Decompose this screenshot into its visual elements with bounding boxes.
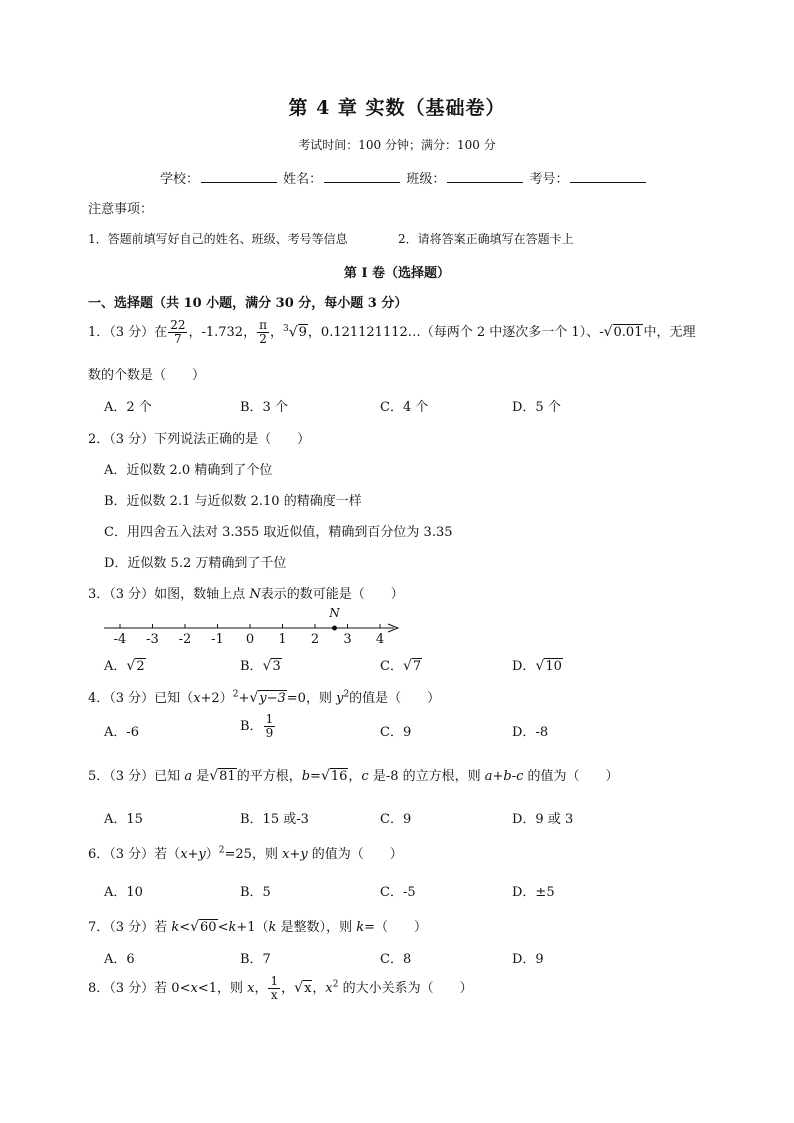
number-line: [96, 603, 406, 647]
radicand: 2: [136, 659, 145, 674]
q7-d: +1（: [236, 920, 269, 935]
fraction-pi-2: [257, 319, 269, 346]
number-line-tick-label: -1: [211, 632, 224, 647]
sqrt-10: [535, 658, 562, 674]
radicand: y−3: [259, 691, 286, 706]
q5-option-a[interactable]: A．15: [104, 812, 143, 827]
fraction-1-9: [264, 713, 276, 740]
q5-var-a: a: [184, 769, 193, 784]
q5-option-d[interactable]: D．9 或 3: [512, 812, 574, 827]
school-label: 学校：: [160, 172, 200, 187]
exam-number-field[interactable]: [570, 170, 646, 183]
fraction-1-x: [268, 975, 280, 1002]
q1-prefix: 1．（3 分）在: [88, 325, 168, 340]
class-label: 班级：: [406, 172, 446, 187]
q6-c: =25，则: [224, 847, 283, 862]
number-line-ticks: [114, 624, 384, 647]
frac-num: 1: [265, 712, 274, 726]
radicand: 10: [545, 659, 562, 674]
question-2-stem: 2．（3 分）下列说法正确的是（ ）: [88, 432, 311, 447]
q2-option-c[interactable]: C．用四舍五入法对 3.355 取近似值，精确到百分位为 3.35: [104, 525, 453, 540]
q6-a: 6．（3 分）若（: [88, 847, 181, 862]
q8-x: x: [190, 981, 198, 996]
q1-tail: 中，无理: [643, 325, 696, 340]
fraction-22-7: [168, 319, 187, 346]
q1-mid3: ，0.121121112…（每两个 2 中逐次多一个 1）、-: [307, 325, 604, 340]
q5-var-b: b: [301, 769, 311, 784]
q4-option-a[interactable]: A．-6: [104, 725, 140, 740]
q7-k-2: k: [228, 920, 237, 935]
q8-c: ，: [254, 981, 268, 996]
radicand: 60: [200, 920, 217, 935]
q8-b: <1，则: [197, 981, 248, 996]
name-label: 姓名：: [283, 172, 323, 187]
q7-b: <: [179, 920, 191, 935]
q4-option-b[interactable]: [240, 713, 276, 740]
frac-den: 2: [259, 332, 267, 346]
q4-d: =0，则: [286, 691, 337, 706]
option-letter: A．: [104, 659, 127, 674]
question-8-stem: [88, 975, 473, 1002]
sqrt-y-minus-3: [249, 690, 286, 706]
q4-option-c[interactable]: C．9: [380, 725, 412, 740]
sqrt-60: [190, 919, 217, 935]
frac-num: π: [259, 318, 267, 332]
question-1-stem: [88, 319, 696, 346]
q3-option-a[interactable]: [104, 655, 146, 674]
q6-xy-2: x+y: [282, 847, 308, 862]
q7-f: =（ ）: [364, 920, 427, 935]
q5-expr: a+b-c: [484, 769, 524, 784]
radical-icon: √: [294, 980, 304, 996]
q1-option-d[interactable]: D．5 个: [512, 400, 561, 415]
sqrt-81: [209, 768, 236, 784]
q4-y: y: [336, 691, 344, 706]
q5-f: 是-8 的立方根，则: [368, 769, 485, 784]
q7-k-4: k: [356, 920, 365, 935]
q6-option-d[interactable]: D．±5: [512, 885, 555, 900]
q7-option-d[interactable]: D．9: [512, 952, 544, 967]
exam-meta: 考试时间：100 分钟；满分：100 分: [298, 138, 496, 152]
number-line-tick-label: -2: [178, 632, 192, 647]
q3-option-c[interactable]: [380, 655, 422, 674]
q3-stem-a: 3．（3 分）如图，数轴上点: [88, 587, 250, 602]
class-field[interactable]: [447, 170, 523, 183]
section-heading: 一、选择题（共 10 小题，满分 30 分，每小题 3 分）: [88, 296, 408, 311]
part-heading: 第 I 卷（选择题）: [343, 266, 451, 281]
radical-icon: √: [603, 324, 613, 340]
q8-f: 的大小关系为（ ）: [338, 981, 473, 996]
q4-x: x: [193, 691, 201, 706]
option-letter: D．: [512, 659, 536, 674]
radical-icon: √: [288, 324, 298, 340]
q8-x-3: x: [325, 981, 333, 996]
sqrt-0.01: [604, 324, 644, 340]
q7-option-c[interactable]: C．8: [380, 952, 412, 967]
q5-d: =: [310, 769, 321, 784]
number-line-tick-label: 1: [278, 632, 287, 647]
sqrt-16: [321, 768, 348, 784]
number-line-tick-label: -4: [113, 632, 127, 647]
question-7-stem: [88, 916, 427, 935]
radicand: 3: [272, 659, 281, 674]
q5-e: ，: [348, 769, 362, 784]
radical-icon: √: [249, 690, 259, 706]
q1-option-b[interactable]: B．3 个: [240, 400, 288, 415]
q5-option-c[interactable]: C．9: [380, 812, 412, 827]
sqrt-x: [294, 980, 312, 996]
q1-mid1: ，-1.732，: [188, 325, 257, 340]
q1-mid2: ，: [269, 325, 283, 340]
q5-b: 是: [192, 769, 210, 784]
radicand: 7: [412, 659, 422, 674]
option-letter: B．: [240, 719, 263, 734]
option-letter: B．: [240, 659, 263, 674]
sqrt-7: [403, 658, 422, 674]
q7-k: k: [171, 920, 180, 935]
q4-e: 的值是（ ）: [349, 691, 441, 706]
root-index: 3: [282, 323, 289, 334]
q8-e: ，: [312, 981, 326, 996]
school-field[interactable]: [201, 170, 277, 183]
frac-num: 1: [270, 974, 279, 988]
q6-option-a[interactable]: A．10: [104, 885, 143, 900]
radical-icon: √: [126, 658, 136, 674]
name-field[interactable]: [324, 170, 400, 183]
q5-c: 的平方根，: [236, 769, 302, 784]
question-1-stem-line2: 数的个数是（ ）: [88, 368, 206, 383]
number-line-tick-label: 0: [245, 632, 255, 647]
q7-c: <: [217, 920, 229, 935]
q8-d: ，: [281, 981, 295, 996]
q6-option-b[interactable]: B．5: [240, 885, 271, 900]
point-n-marker: [332, 626, 337, 631]
q4-a: 4．（3 分）已知（: [88, 691, 194, 706]
note-item-1: 1．答题前填写好自己的姓名、班级、考号等信息: [88, 232, 348, 246]
page-title: 第 4 章 实数（基础卷）: [288, 97, 506, 119]
radicand: 9: [298, 325, 307, 340]
q3-var: N: [249, 587, 261, 602]
q8-exponent: 2: [332, 979, 339, 990]
q1-option-a[interactable]: A．2 个: [104, 400, 152, 415]
question-4-stem: [88, 687, 440, 706]
q5-var-c: c: [361, 769, 369, 784]
q2-option-b[interactable]: B．近似数 2.1 与近似数 2.10 的精确度一样: [104, 494, 362, 509]
q2-option-a[interactable]: A．近似数 2.0 精确到了个位: [104, 463, 273, 478]
q6-d: 的值为（ ）: [307, 847, 403, 862]
sqrt-3: [263, 658, 282, 674]
q7-option-b[interactable]: B．7: [240, 952, 271, 967]
question-5-stem: [88, 765, 619, 784]
question-3-stem: [88, 583, 404, 602]
q3-option-b[interactable]: [240, 655, 282, 674]
q4-option-d[interactable]: D．-8: [512, 725, 549, 740]
radicand: 0.01: [613, 325, 643, 340]
sqrt-2: [126, 658, 145, 674]
radicand: 16: [330, 769, 348, 784]
q7-e: 是整数），则: [276, 920, 357, 935]
q7-k-3: k: [268, 920, 277, 935]
frac-num: 22: [170, 318, 186, 332]
radical-icon: √: [262, 658, 272, 674]
q3-stem-b: 表示的数可能是（ ）: [260, 587, 404, 602]
q2-option-d[interactable]: D．近似数 5.2 万精确到了千位: [104, 556, 287, 571]
frac-den: 9: [265, 726, 274, 740]
q6-xy: x+y: [180, 847, 206, 862]
q6-exponent: 2: [218, 845, 225, 856]
q1-option-c[interactable]: C．4 个: [380, 400, 429, 415]
q7-a: 7．（3 分）若: [88, 920, 172, 935]
frac-den: 7: [174, 332, 182, 346]
q5-a: 5．（3 分）已知: [88, 769, 185, 784]
exam-number-label: 考号：: [529, 172, 569, 187]
cube-root-9: [283, 324, 308, 340]
number-line-tick-label: -3: [146, 632, 159, 647]
q4-exponent-2: 2: [343, 689, 350, 700]
radicand: x: [304, 981, 312, 996]
point-n-label: N: [329, 606, 340, 620]
radical-icon: √: [320, 768, 330, 784]
question-6-stem: [88, 843, 403, 862]
radical-icon: √: [190, 919, 200, 935]
q6-b: ）: [205, 847, 219, 862]
q8-x-2: x: [247, 981, 255, 996]
q5-g: 的值为（ ）: [523, 769, 619, 784]
q7-option-a[interactable]: A．6: [104, 952, 135, 967]
frac-den: x: [270, 988, 278, 1002]
q8-a: 8．（3 分）若 0<: [88, 981, 191, 996]
radicand: 81: [219, 769, 236, 784]
number-line-point: [328, 606, 340, 631]
radical-icon: √: [402, 658, 412, 674]
note-item-2: 2．请将答案正确填写在答题卡上: [398, 232, 574, 246]
q5-option-b[interactable]: B．15 或-3: [240, 812, 309, 827]
number-line-tick-label: 2: [310, 632, 320, 647]
q4-c: +: [238, 691, 250, 706]
student-info-row: [160, 168, 648, 187]
q4-exponent: 2: [232, 689, 239, 700]
option-letter: C．: [380, 659, 403, 674]
q3-option-d[interactable]: [512, 655, 563, 674]
number-line-tick-label: 3: [343, 632, 352, 647]
radical-icon: √: [535, 658, 545, 674]
radical-icon: √: [209, 768, 219, 784]
q6-option-c[interactable]: C．-5: [380, 885, 416, 900]
q4-b: +2）: [200, 691, 233, 706]
notes-label: 注意事项：: [88, 202, 154, 217]
number-line-tick-label: 4: [375, 632, 385, 647]
